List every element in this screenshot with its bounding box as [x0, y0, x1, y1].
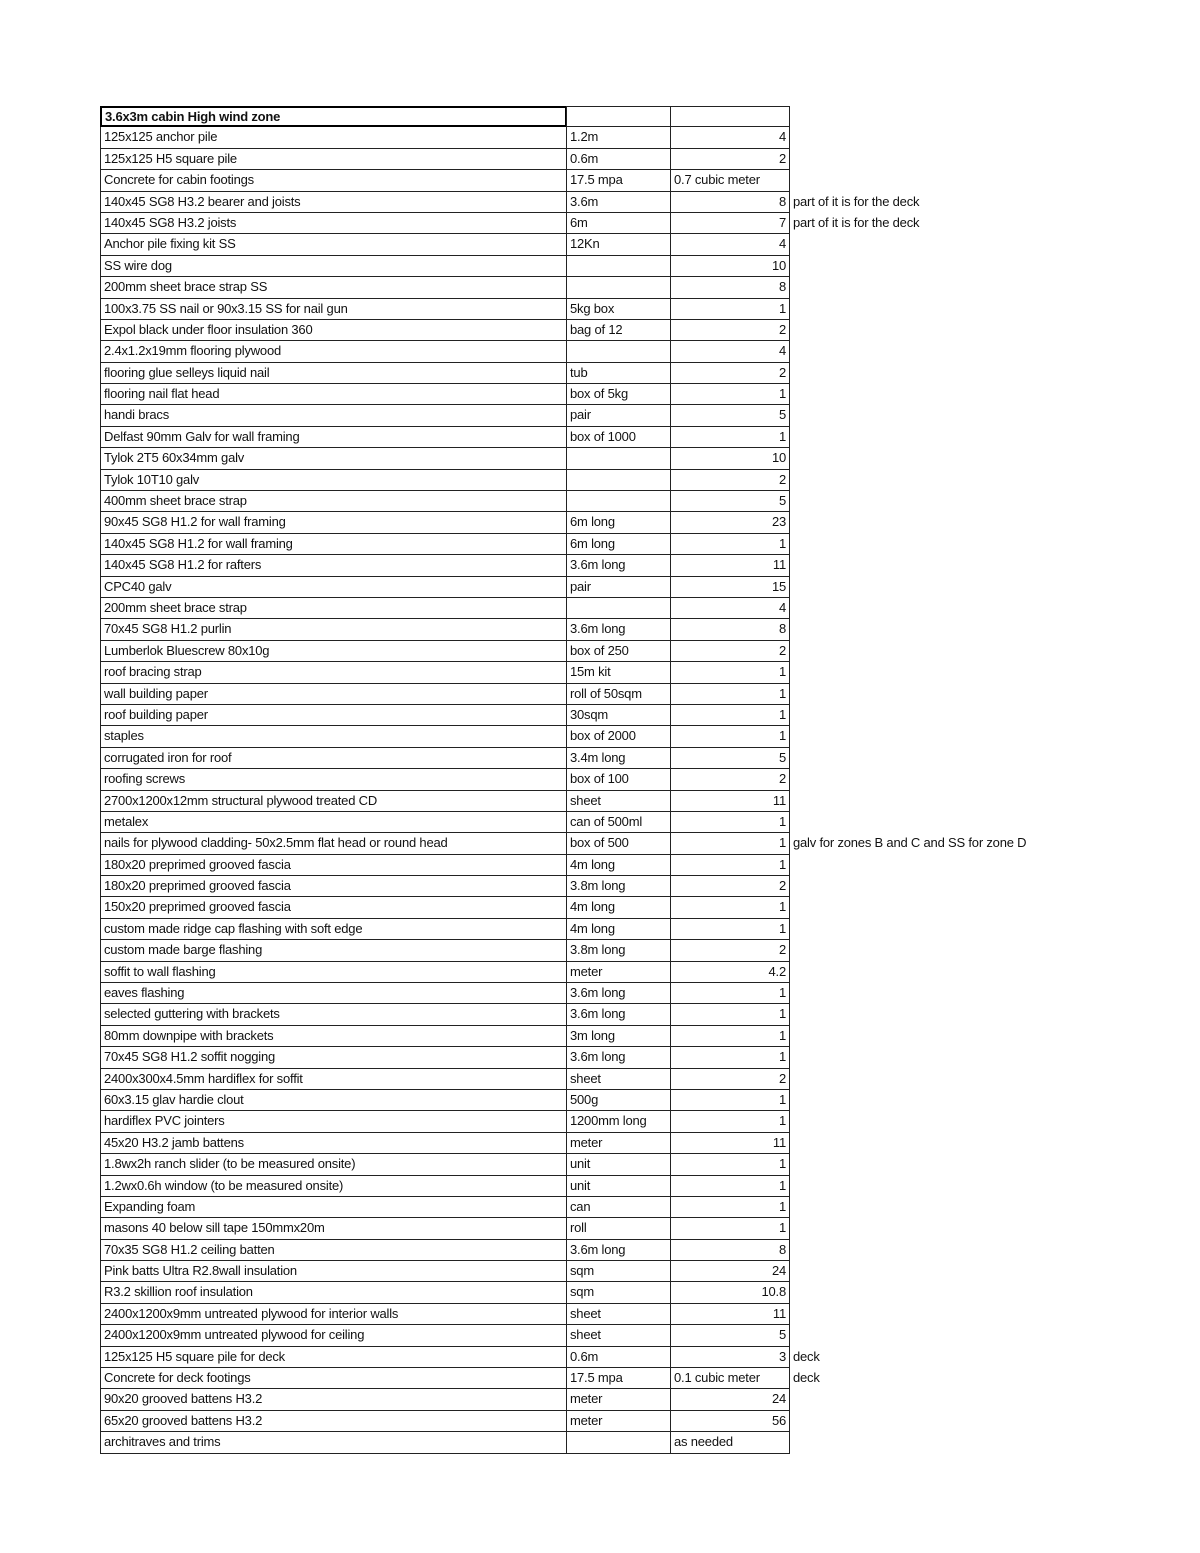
unit-cell[interactable]: meter	[566, 962, 671, 983]
item-cell[interactable]: flooring glue selleys liquid nail	[100, 363, 567, 384]
item-cell[interactable]: soffit to wall flashing	[100, 962, 567, 983]
item-cell[interactable]: 70x45 SG8 H1.2 purlin	[100, 619, 567, 640]
quantity-cell[interactable]: 4	[670, 598, 790, 619]
unit-cell[interactable]: 30sqm	[566, 705, 671, 726]
unit-cell[interactable]: box of 250	[566, 641, 671, 662]
item-cell[interactable]: 1.8wx2h ranch slider (to be measured onsite)	[100, 1154, 567, 1175]
unit-cell[interactable]: 3.6m long	[566, 1004, 671, 1025]
unit-cell[interactable]	[566, 448, 671, 469]
item-cell[interactable]: Delfast 90mm Galv for wall framing	[100, 427, 567, 448]
quantity-cell[interactable]: 1	[670, 983, 790, 1004]
unit-cell[interactable]: 12Kn	[566, 234, 671, 255]
unit-cell[interactable]: meter	[566, 1389, 671, 1410]
unit-cell[interactable]: 3m long	[566, 1026, 671, 1047]
item-cell[interactable]: 1.2wx0.6h window (to be measured onsite)	[100, 1176, 567, 1197]
quantity-cell[interactable]: 2	[670, 641, 790, 662]
item-cell[interactable]: hardiflex PVC jointers	[100, 1111, 567, 1132]
item-cell[interactable]: 180x20 preprimed grooved fascia	[100, 876, 567, 897]
item-cell[interactable]: 2400x1200x9mm untreated plywood for ceiling	[100, 1325, 567, 1346]
item-cell[interactable]: 90x45 SG8 H1.2 for wall framing	[100, 512, 567, 533]
quantity-cell[interactable]: 4	[670, 341, 790, 362]
header-unit-cell[interactable]	[566, 106, 671, 127]
quantity-cell[interactable]: 24	[670, 1261, 790, 1282]
item-cell[interactable]: 45x20 H3.2 jamb battens	[100, 1133, 567, 1154]
item-cell[interactable]: Expol black under floor insulation 360	[100, 320, 567, 341]
item-cell[interactable]: architraves and trims	[100, 1432, 567, 1453]
unit-cell[interactable]: sheet	[566, 791, 671, 812]
quantity-cell[interactable]: 11	[670, 791, 790, 812]
quantity-cell[interactable]: 1	[670, 855, 790, 876]
item-cell[interactable]: roof bracing strap	[100, 662, 567, 683]
quantity-cell[interactable]: 5	[670, 405, 790, 426]
unit-cell[interactable]	[566, 256, 671, 277]
note-text: deck	[793, 1370, 820, 1386]
item-cell[interactable]: 140x45 SG8 H1.2 for rafters	[100, 555, 567, 576]
unit-cell[interactable]: 4m long	[566, 855, 671, 876]
unit-cell[interactable]: roll of 50sqm	[566, 684, 671, 705]
unit-cell[interactable]: 17.5 mpa	[566, 170, 671, 191]
quantity-cell[interactable]: 56	[670, 1411, 790, 1432]
quantity-cell[interactable]: 1	[670, 384, 790, 405]
item-cell[interactable]: 180x20 preprimed grooved fascia	[100, 855, 567, 876]
item-cell[interactable]: Anchor pile fixing kit SS	[100, 234, 567, 255]
item-cell[interactable]: corrugated iron for roof	[100, 748, 567, 769]
quantity-cell[interactable]: 2	[670, 769, 790, 790]
quantity-cell[interactable]: 1	[670, 534, 790, 555]
unit-cell[interactable]: 1200mm long	[566, 1111, 671, 1132]
quantity-cell[interactable]: 4	[670, 234, 790, 255]
quantity-cell[interactable]: 1	[670, 662, 790, 683]
item-cell[interactable]: 200mm sheet brace strap SS	[100, 277, 567, 298]
quantity-cell[interactable]: 2	[670, 940, 790, 961]
quantity-cell[interactable]: 5	[670, 1325, 790, 1346]
unit-cell[interactable]: sqm	[566, 1261, 671, 1282]
unit-cell[interactable]: meter	[566, 1133, 671, 1154]
unit-cell[interactable]: box of 5kg	[566, 384, 671, 405]
item-cell[interactable]: eaves flashing	[100, 983, 567, 1004]
quantity-cell[interactable]: 11	[670, 555, 790, 576]
quantity-cell[interactable]: 2	[670, 876, 790, 897]
quantity-cell[interactable]: 1	[670, 1026, 790, 1047]
item-cell[interactable]: Concrete for cabin footings	[100, 170, 567, 191]
item-cell[interactable]: metalex	[100, 812, 567, 833]
quantity-cell[interactable]: 1	[670, 1154, 790, 1175]
quantity-cell[interactable]: 1	[670, 1218, 790, 1239]
quantity-cell[interactable]: 1	[670, 1111, 790, 1132]
unit-cell[interactable]: 3.8m long	[566, 876, 671, 897]
quantity-cell[interactable]: 1	[670, 897, 790, 918]
item-cell[interactable]: Lumberlok Bluescrew 80x10g	[100, 641, 567, 662]
quantity-cell[interactable]: 2	[670, 149, 790, 170]
item-cell[interactable]: 125x125 H5 square pile for deck	[100, 1347, 567, 1368]
item-cell[interactable]: 200mm sheet brace strap	[100, 598, 567, 619]
unit-cell[interactable]: box of 100	[566, 769, 671, 790]
item-cell[interactable]: custom made barge flashing	[100, 940, 567, 961]
quantity-cell[interactable]: 4	[670, 127, 790, 148]
item-cell[interactable]: 125x125 anchor pile	[100, 127, 567, 148]
quantity-cell[interactable]: 15	[670, 577, 790, 598]
item-cell[interactable]: 400mm sheet brace strap	[100, 491, 567, 512]
quantity-cell[interactable]: 1	[670, 919, 790, 940]
item-cell[interactable]: wall building paper	[100, 684, 567, 705]
quantity-cell[interactable]: 5	[670, 748, 790, 769]
quantity-cell[interactable]: 1	[670, 705, 790, 726]
item-cell[interactable]: Tylok 10T10 galv	[100, 470, 567, 491]
unit-cell[interactable]	[566, 341, 671, 362]
unit-cell[interactable]: 3.4m long	[566, 748, 671, 769]
quantity-cell[interactable]: 23	[670, 512, 790, 533]
unit-cell[interactable]	[566, 277, 671, 298]
item-cell[interactable]: 140x45 SG8 H3.2 bearer and joists	[100, 192, 567, 213]
item-cell[interactable]: roofing screws	[100, 769, 567, 790]
unit-cell[interactable]: 3.6m long	[566, 555, 671, 576]
item-cell[interactable]: 60x3.15 glav hardie clout	[100, 1090, 567, 1111]
quantity-cell[interactable]: 10	[670, 448, 790, 469]
item-cell[interactable]: masons 40 below sill tape 150mmx20m	[100, 1218, 567, 1239]
unit-cell[interactable]: 15m kit	[566, 662, 671, 683]
quantity-cell[interactable]: 8	[670, 277, 790, 298]
unit-cell[interactable]: meter	[566, 1411, 671, 1432]
quantity-cell[interactable]: 1	[670, 684, 790, 705]
unit-cell[interactable]: 4m long	[566, 897, 671, 918]
quantity-cell[interactable]: 1	[670, 427, 790, 448]
quantity-cell[interactable]: 7	[670, 213, 790, 234]
unit-cell[interactable]: sheet	[566, 1304, 671, 1325]
unit-cell[interactable]: 500g	[566, 1090, 671, 1111]
unit-cell[interactable]: 3.6m long	[566, 1240, 671, 1261]
unit-cell[interactable]: 17.5 mpa	[566, 1368, 671, 1389]
quantity-cell[interactable]: 8	[670, 1240, 790, 1261]
unit-cell[interactable]: box of 2000	[566, 726, 671, 747]
unit-cell[interactable]: 4m long	[566, 919, 671, 940]
quantity-cell[interactable]: 1	[670, 1176, 790, 1197]
quantity-cell[interactable]: 10.8	[670, 1282, 790, 1303]
unit-cell[interactable]: roll	[566, 1218, 671, 1239]
item-cell[interactable]: 2400x1200x9mm untreated plywood for interior walls	[100, 1304, 567, 1325]
unit-cell[interactable]: pair	[566, 405, 671, 426]
quantity-cell[interactable]: 1	[670, 1197, 790, 1218]
quantity-cell[interactable]: 11	[670, 1304, 790, 1325]
quantity-cell[interactable]: 2	[670, 1069, 790, 1090]
quantity-cell[interactable]: 4.2	[670, 962, 790, 983]
unit-cell[interactable]: 6m long	[566, 512, 671, 533]
quantity-cell[interactable]: 2	[670, 363, 790, 384]
quantity-cell[interactable]: 10	[670, 256, 790, 277]
quantity-cell[interactable]: 24	[670, 1389, 790, 1410]
quantity-cell[interactable]: 11	[670, 1133, 790, 1154]
item-cell[interactable]: handi bracs	[100, 405, 567, 426]
item-cell[interactable]: Expanding foam	[100, 1197, 567, 1218]
unit-cell[interactable]: box of 500	[566, 833, 671, 854]
unit-cell[interactable]: sheet	[566, 1325, 671, 1346]
unit-cell[interactable]: 3.6m long	[566, 619, 671, 640]
unit-cell[interactable]: bag of 12	[566, 320, 671, 341]
item-cell[interactable]: Pink batts Ultra R2.8wall insulation	[100, 1261, 567, 1282]
note-text: part of it is for the deck	[793, 193, 920, 209]
note-text: deck	[793, 1348, 820, 1364]
quantity-cell[interactable]: 0.1 cubic meter	[670, 1368, 790, 1389]
item-cell[interactable]: custom made ridge cap flashing with soft edge	[100, 919, 567, 940]
item-cell[interactable]: CPC40 galv	[100, 577, 567, 598]
item-cell[interactable]: 2400x300x4.5mm hardiflex for soffit	[100, 1069, 567, 1090]
unit-cell[interactable]	[566, 470, 671, 491]
unit-cell[interactable]: sqm	[566, 1282, 671, 1303]
item-cell[interactable]: 150x20 preprimed grooved fascia	[100, 897, 567, 918]
unit-cell[interactable]: sheet	[566, 1069, 671, 1090]
quantity-cell[interactable]: 1	[670, 812, 790, 833]
quantity-cell[interactable]: 3	[670, 1347, 790, 1368]
quantity-cell[interactable]: as needed	[670, 1432, 790, 1453]
quantity-cell[interactable]: 8	[670, 192, 790, 213]
unit-cell[interactable]: 3.6m long	[566, 1047, 671, 1068]
unit-cell[interactable]: 0.6m	[566, 149, 671, 170]
unit-cell[interactable]: 6m	[566, 213, 671, 234]
quantity-cell[interactable]: 8	[670, 619, 790, 640]
unit-cell[interactable]: 3.8m long	[566, 940, 671, 961]
item-cell[interactable]: 70x45 SG8 H1.2 soffit nogging	[100, 1047, 567, 1068]
unit-cell[interactable]: 3.6m long	[566, 983, 671, 1004]
unit-cell[interactable]: 0.6m	[566, 1347, 671, 1368]
unit-cell[interactable]: unit	[566, 1154, 671, 1175]
item-cell[interactable]: flooring nail flat head	[100, 384, 567, 405]
item-cell[interactable]: 140x45 SG8 H3.2 joists	[100, 213, 567, 234]
quantity-cell[interactable]: 0.7 cubic meter	[670, 170, 790, 191]
item-cell[interactable]: 125x125 H5 square pile	[100, 149, 567, 170]
unit-cell[interactable]: tub	[566, 363, 671, 384]
quantity-cell[interactable]: 1	[670, 833, 790, 854]
item-cell[interactable]: R3.2 skillion roof insulation	[100, 1282, 567, 1303]
item-cell[interactable]: SS wire dog	[100, 256, 567, 277]
quantity-cell[interactable]: 5	[670, 491, 790, 512]
quantity-cell[interactable]: 1	[670, 726, 790, 747]
item-cell[interactable]: 65x20 grooved battens H3.2	[100, 1411, 567, 1432]
quantity-cell[interactable]: 1	[670, 299, 790, 320]
unit-cell[interactable]: 1.2m	[566, 127, 671, 148]
unit-cell[interactable]: 5kg box	[566, 299, 671, 320]
quantity-cell[interactable]: 1	[670, 1047, 790, 1068]
unit-cell[interactable]: 3.6m	[566, 192, 671, 213]
sheet-title[interactable]: 3.6x3m cabin High wind zone	[100, 106, 567, 127]
item-cell[interactable]: nails for plywood cladding- 50x2.5mm flat head or round head	[100, 833, 567, 854]
item-cell[interactable]: 70x35 SG8 H1.2 ceiling batten	[100, 1240, 567, 1261]
item-cell[interactable]: 90x20 grooved battens H3.2	[100, 1389, 567, 1410]
quantity-cell[interactable]: 1	[670, 1090, 790, 1111]
unit-cell[interactable]: can of 500ml	[566, 812, 671, 833]
item-cell[interactable]: 2.4x1.2x19mm flooring plywood	[100, 341, 567, 362]
quantity-cell[interactable]: 2	[670, 470, 790, 491]
item-cell[interactable]: 2700x1200x12mm structural plywood treated CD	[100, 791, 567, 812]
quantity-cell[interactable]: 1	[670, 1004, 790, 1025]
header-qty-cell[interactable]	[670, 106, 790, 127]
unit-cell[interactable]	[566, 598, 671, 619]
item-cell[interactable]: roof building paper	[100, 705, 567, 726]
item-cell[interactable]: Tylok 2T5 60x34mm galv	[100, 448, 567, 469]
unit-cell[interactable]	[566, 1432, 671, 1453]
item-cell[interactable]: selected guttering with brackets	[100, 1004, 567, 1025]
item-cell[interactable]: staples	[100, 726, 567, 747]
item-cell[interactable]: 80mm downpipe with brackets	[100, 1026, 567, 1047]
unit-cell[interactable]: unit	[566, 1176, 671, 1197]
item-cell[interactable]: Concrete for deck footings	[100, 1368, 567, 1389]
unit-cell[interactable]: box of 1000	[566, 427, 671, 448]
unit-cell[interactable]: can	[566, 1197, 671, 1218]
unit-cell[interactable]: 6m long	[566, 534, 671, 555]
item-cell[interactable]: 100x3.75 SS nail or 90x3.15 SS for nail gun	[100, 299, 567, 320]
unit-cell[interactable]	[566, 491, 671, 512]
note-text: galv for zones B and C and SS for zone D	[793, 835, 1027, 851]
item-cell[interactable]: 140x45 SG8 H1.2 for wall framing	[100, 534, 567, 555]
quantity-cell[interactable]: 2	[670, 320, 790, 341]
note-text: part of it is for the deck	[793, 214, 920, 230]
unit-cell[interactable]: pair	[566, 577, 671, 598]
